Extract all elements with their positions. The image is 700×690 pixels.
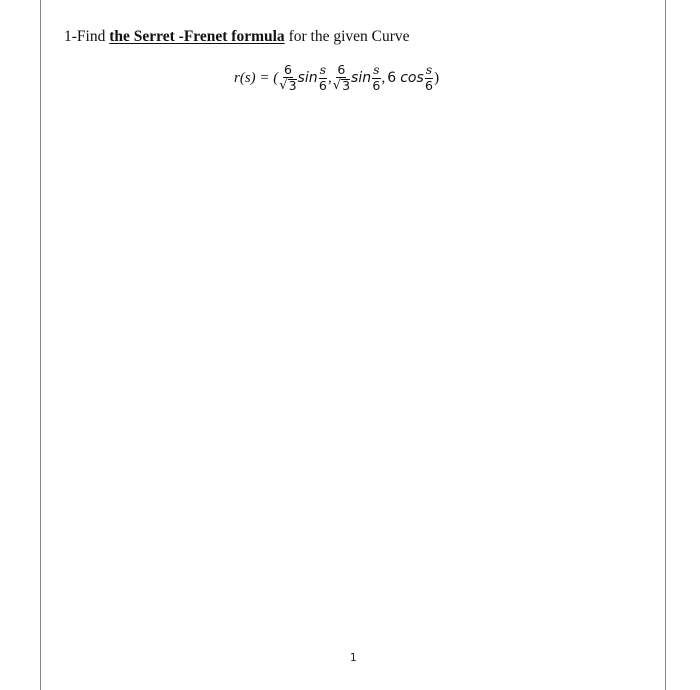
document-page — [40, 0, 666, 690]
right-paren: ) — [434, 69, 440, 86]
sin-function: sin — [297, 70, 318, 86]
sqrt-denominator — [279, 78, 296, 93]
fraction-argument-2 — [372, 64, 380, 92]
formula-lhs: r(s) = ( — [234, 69, 279, 86]
question-prefix: 1-Find — [64, 28, 110, 45]
radicand: 3 — [342, 78, 351, 93]
sin-function: sin — [351, 70, 372, 86]
fraction-numerator: 6 — [283, 61, 292, 77]
fraction-coefficient-1 — [279, 61, 297, 93]
fraction-denominator: 6 — [424, 77, 433, 93]
cos-function: cos — [400, 70, 424, 86]
fraction-argument-3 — [425, 64, 433, 92]
comma: , — [381, 69, 386, 86]
page-number: 1 — [350, 652, 357, 664]
sqrt-sign: √ — [332, 78, 342, 93]
fraction-numerator: 6 — [337, 61, 346, 77]
fraction-coefficient-2 — [332, 61, 351, 93]
sqrt-denominator — [333, 78, 350, 93]
coefficient-3: 6 — [387, 70, 397, 86]
sqrt-sign: √ — [279, 78, 288, 93]
question-emphasis: the Serret -Frenet formula — [109, 28, 285, 45]
radicand: 3 — [288, 78, 297, 93]
fraction-argument-1 — [319, 64, 327, 92]
fraction-numerator: s — [373, 62, 380, 77]
comma: , — [328, 69, 332, 86]
fraction-numerator: s — [319, 62, 327, 77]
fraction-numerator: s — [425, 62, 433, 77]
question-text — [64, 28, 410, 46]
fraction-denominator: 6 — [372, 77, 381, 93]
question-suffix: for the given Curve — [284, 28, 410, 45]
curve-formula — [234, 58, 439, 98]
fraction-denominator: 6 — [318, 77, 327, 93]
